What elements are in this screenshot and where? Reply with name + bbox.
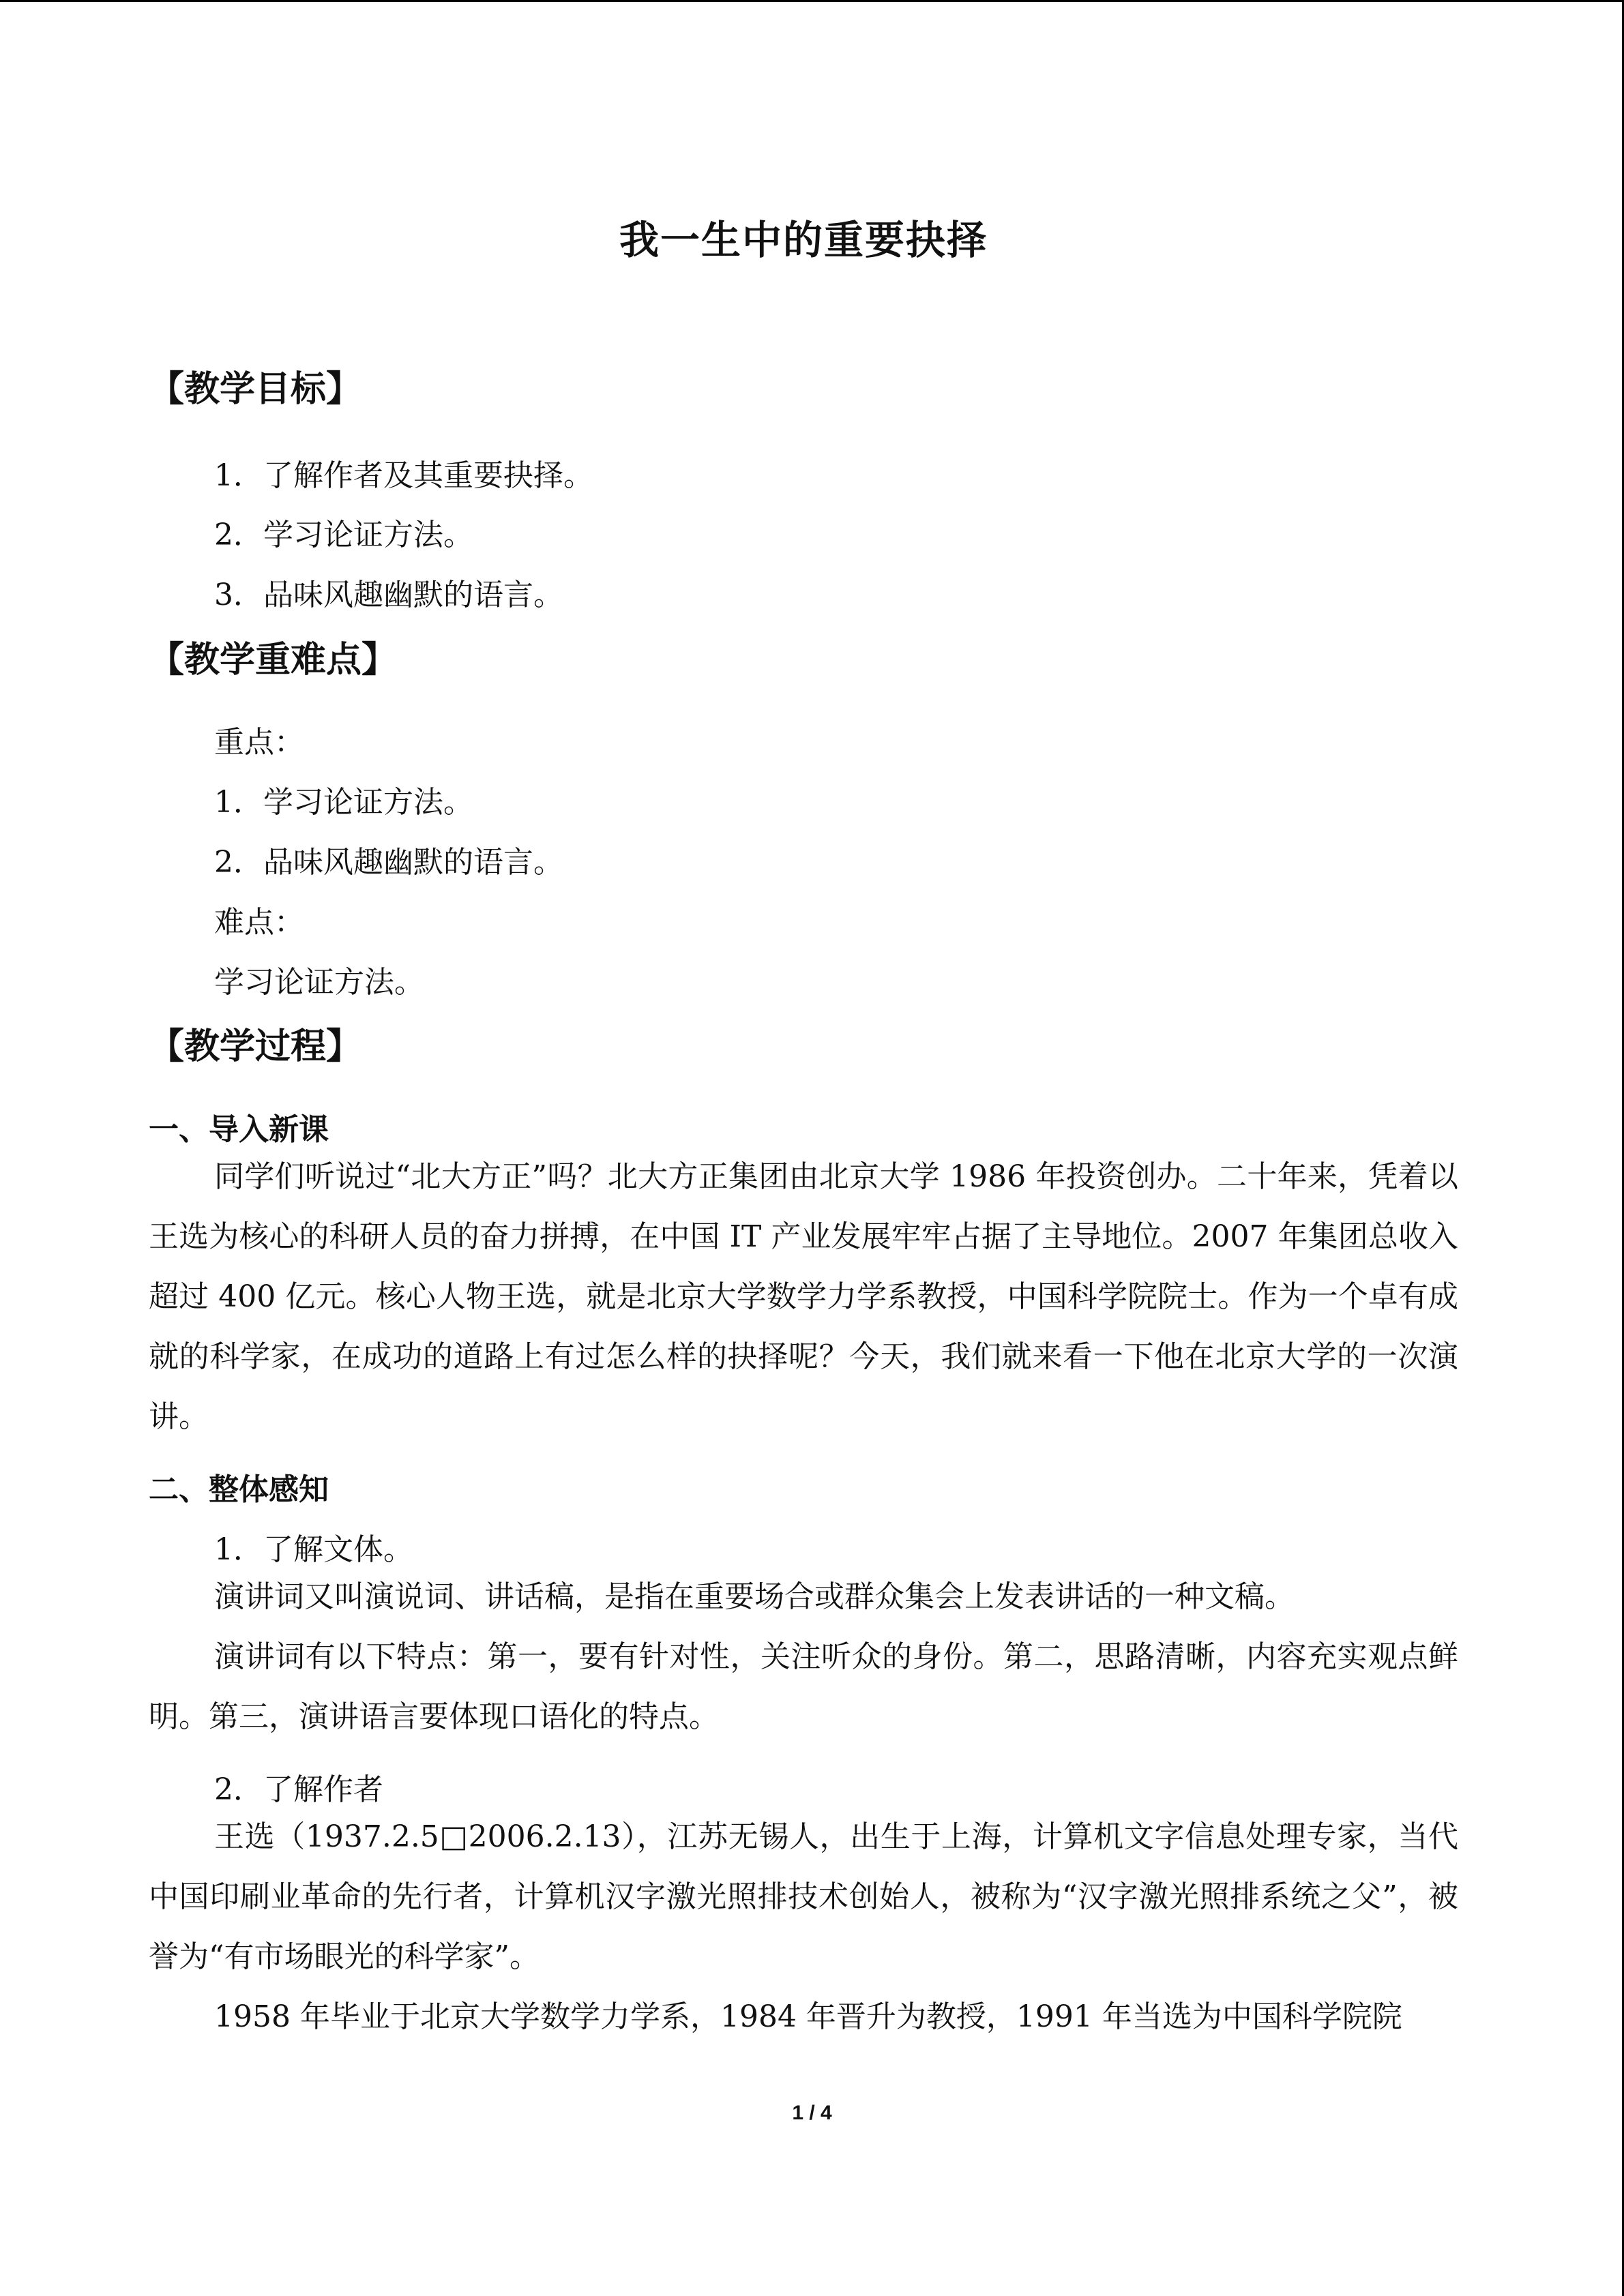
key-label: 重点： xyxy=(214,725,304,760)
process-heading: 【教学过程】 xyxy=(149,1026,362,1067)
key-points-heading: 【教学重难点】 xyxy=(149,639,398,681)
author-paragraph-1: 王选（1937.2.5□2006.2.13），江苏无锡人，出生于上海，计算机文字信息处理专家，当代中国印刷业革命的先行者，计算机汉字激光照排技术创始人，被称为“汉字激光照排系统之父”，被誉为“有市场眼光的科学家”。 xyxy=(149,1819,1459,1974)
objective-item-2: 2．学习论证方法。 xyxy=(214,518,473,552)
objective-item-3: 3．品味风趣幽默的语言。 xyxy=(214,578,563,612)
genre-paragraph-2: 演讲词有以下特点：第一，要有针对性，关注听众的身份。第二，思路清晰，内容充实观点鲜明。第三，演讲语言要体现口语化的特点。 xyxy=(149,1639,1458,1734)
part2-heading: 二、整体感知 xyxy=(149,1472,329,1507)
difficulty-label: 难点： xyxy=(214,905,304,940)
key-item-2: 2．品味风趣幽默的语言。 xyxy=(214,845,563,880)
key-item-1: 1．学习论证方法。 xyxy=(214,785,473,820)
author-item-label: 2．了解作者 xyxy=(214,1772,383,1807)
part1-heading: 一、导入新课 xyxy=(149,1112,329,1147)
author-paragraph-2: 1958 年毕业于北京大学数学力学系，1984 年晋升为教授，1991 年当选为中国科学院院 xyxy=(214,1999,1402,2034)
genre-item-label: 1．了解文体。 xyxy=(214,1532,413,1567)
page-number: 1 / 4 xyxy=(792,2102,832,2124)
genre-paragraph-1: 演讲词又叫演说词、讲话稿，是指在重要场合或群众集会上发表讲话的一种文稿。 xyxy=(214,1579,1295,1614)
objectives-heading: 【教学目标】 xyxy=(149,368,362,410)
difficulty-text: 学习论证方法。 xyxy=(214,965,424,1000)
objective-item-1: 1．了解作者及其重要抉择。 xyxy=(214,458,593,493)
page-title: 我一生中的重要抉择 xyxy=(619,217,988,263)
part1-paragraph: 同学们听说过“北大方正”吗？北大方正集团由北京大学 1986 年投资创办。二十年来，凭着以王选为核心的科研人员的奋力拼搏，在中国 IT 产业发展牢牢占据了主导地位。2007 年集团总收入超过 400 亿元。核心人物王选，就是北京大学数学力学系教授，中国科学院院士。作为一个卓有成就的科学家，在成功的道路上有过怎么样的抉择呢？今天，我们就来看一下他在北京大学的一次演讲。 xyxy=(149,1159,1458,1434)
